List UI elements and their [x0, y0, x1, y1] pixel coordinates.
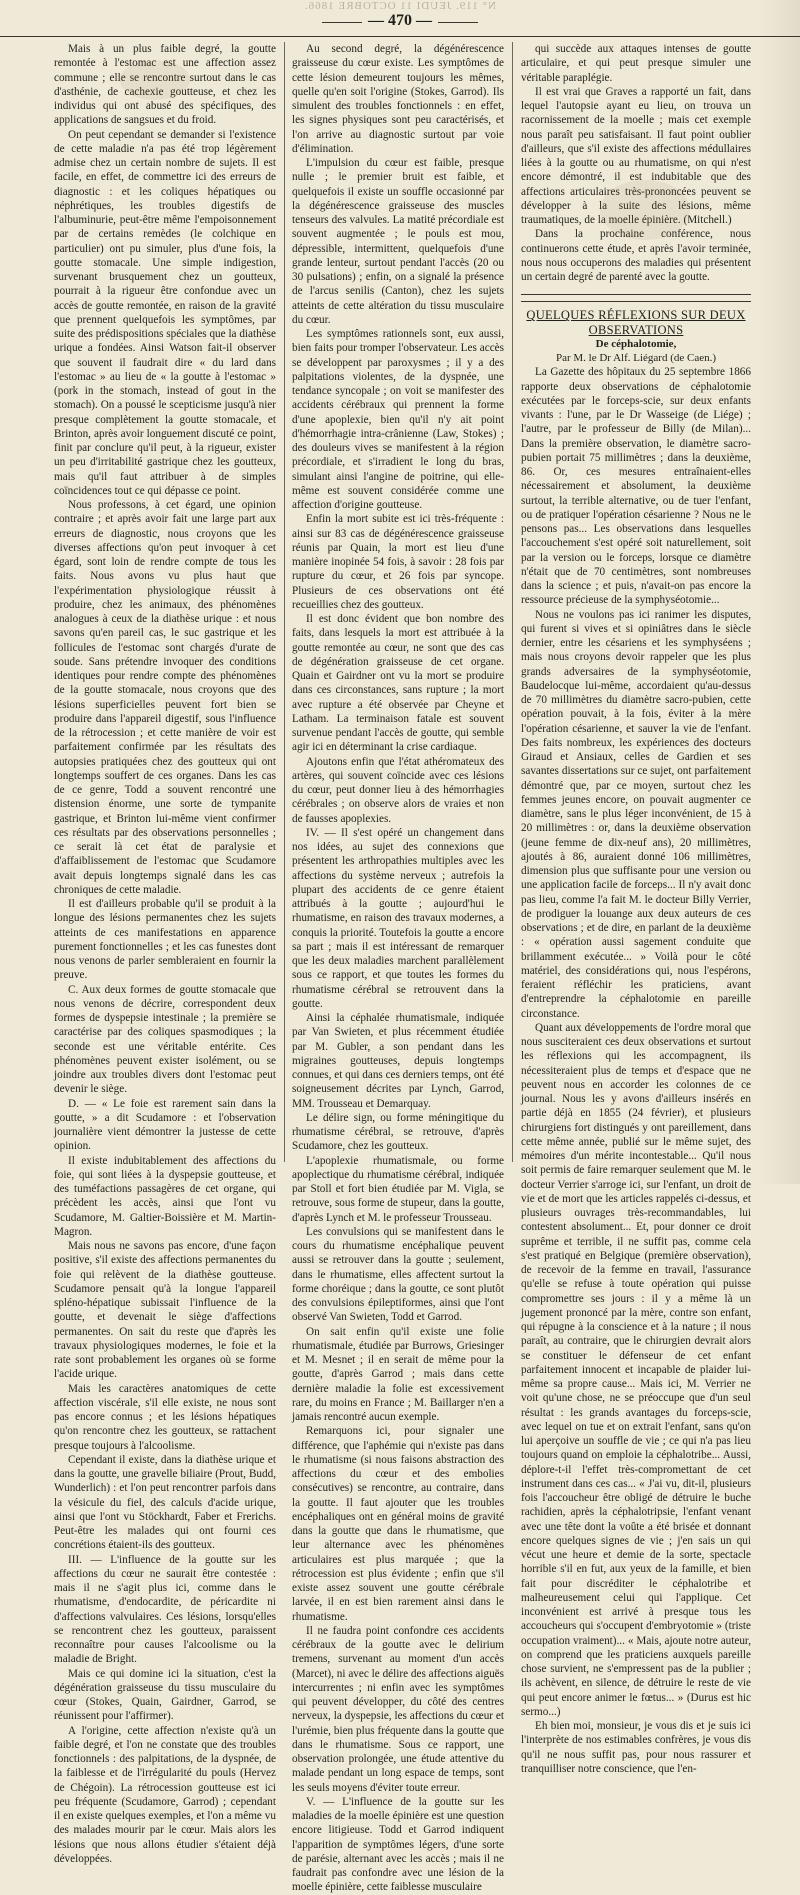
paper-stain — [120, 60, 190, 100]
paragraph: Remarquons ici, pour signaler une différence, que l'aphémie qui n'existe pas dans le rhumatisme (si nous faisons abstraction des affections du cœur et des embolies consécutives) se rencontre, au contraire, dans la goutte. Il faut ajouter que les troubles encéphaliques ont en général moins de gravité dans la goutte que dans le rhumatisme, que leur alternance avec les phénomènes articulaires est plus marquée ; que la rétrocession est plus évidente ; enfin que s'il existe assez souvent une goutte cérébrale larvée, il en est bien rarement ainsi dans le rhumatisme. — [292, 1425, 504, 1623]
paragraph: Ainsi la céphalée rhumatismale, indiquée par Van Swieten, et plus récemment étudiée par M. Gubler, a son pendant dans les migraines goutteuses, depuis longtemps connues, et qui dans ces derniers temps, ont été soigneusement décrites par Lynch, Garrod, MM. Trousseau et Demarquay. — [292, 1012, 504, 1110]
paragraph: Les convulsions qui se manifestent dans le cours du rhumatisme encéphalique peuvent aussi se retrouver dans la goutte ; seulement, dans le rhumatisme, elles affectent surtout la forme choréique ; dans la goutte, ce sont plutôt des convulsions épileptiformes, ainsi que l'ont observé Van Swieten, Todd et Garrod. — [292, 1225, 504, 1324]
paragraph: L'impulsion du cœur est faible, presque nulle ; le premier bruit est faible, et quelquefois il existe un souffle occasionné par la dégénérescence graisseuse des muscles tenseurs des valvules. La matité précordiale est souvent augmentée ; le pouls est mou, dépressible, intermittent, quelquefois d'une grande lenteur, surtout pendant l'accès (20 ou 30 pulsations) ; enfin, on a signalé la présence de l'arcus senilis (Canton), chez les sujets atteints de cette altération du tissu musculaire du cœur. — [292, 157, 504, 326]
column-divider — [284, 42, 285, 1162]
paragraph: Mais ce qui domine ici la situation, c'est la dégénération graisseuse du tissu musculaire du cœur (Stokes, Quain, Gairdner, Garrod, se réunissent pour l'affirmer). — [54, 1667, 276, 1723]
page-header — [0, 10, 800, 37]
paragraph: V. — L'influence de la goutte sur les maladies de la moelle épinière est une question encore litigieuse. Todd et Garrod indiquent l'apparition de symptômes légers, d'une sorte de parésie, alternant avec les accès ; mais il ne faudrait pas confondre avec une lésion de la moelle épinière, cette faiblesse musculaire — [292, 1795, 504, 1894]
paragraph: L'apoplexie rhumatismale, ou forme apoplectique du rhumatisme cérébral, indiquée par Stoll et fort bien étudiée par M. Vigla, se retrouve, sous forme de stupeur, dans la goutte, d'après Lynch et M. le professeur Trousseau. — [292, 1154, 504, 1224]
paragraph: Enfin la mort subite est ici très-fréquente : ainsi sur 83 cas de dégénérescence graisseuse réunis par Quain, la mort est lieu d'une manière inopinée 54 fois, à savoir : 28 fois par rupture du cœur, et 26 fois par syncope. Plusieurs de ces observations ont été recueillies chez des goutteux. — [292, 513, 504, 611]
page-number: — 470 — — [300, 12, 500, 30]
paragraph: III. — L'influence de la goutte sur les affections du cœur ne saurait être contestée : mais il ne s'agit plus ici, comme dans le rhumatisme, d'endocardite, de péricardite ni d'affections valvulaires. Ces lésions, lorsqu'elles se rencontrent chez les goutteux, paraissent reconnaître pour causes l'alcoolisme ou la maladie de Bright. — [54, 1553, 276, 1666]
paragraph: A l'origine, cette affection n'existe qu'à un faible degré, et l'on ne constate que des troubles fonctionnels : des palpitations, de la dyspnée, de la faiblesse et de l'irrégularité du pouls (Hervez de Chégoin). La rétrocession goutteuse est ici peu fréquente (Scudamore, Garrod) ; cependant il en existe quelques exemples, et l'on a même vu des malades mourir par le cœur. Mais alors les lésions que nous allons étudier s'étaient déjà développées. — [54, 1724, 276, 1865]
paragraph: Mais nous ne savons pas encore, d'une façon positive, s'il existe des affections permanentes du foie qui relèvent de la diathèse goutteuse. Scudamore pensait qu'à la longue l'appareil spléno-hépatique subissait l'influence de la goutte, et devenait le siège d'affections permanentes. On sait du reste que d'après les travaux physiologiques modernes, le foie et la rate sont probablement les organes où se forme l'acide urique. — [54, 1240, 276, 1381]
page-edge-shadow — [760, 0, 800, 1184]
paragraph: Le délire sign, ou forme méningitique du rhumatisme cérébral, se retrouve, d'après Scudamore, chez les goutteux. — [292, 1111, 504, 1153]
paragraph: D. — « Le foie est rarement sain dans la goutte, » a dit Scudamore : et l'observation journalière vient démontrer la justesse de cette opinion. — [54, 1097, 276, 1153]
paragraph: Il ne faudra point confondre ces accidents cérébraux de la goutte avec le delirium tremens, survenant au moment d'un accès (Marcet), ni avec le délire des affections aiguës intercurrentes ; ni enfin avec les symptômes qui peuvent développer, du côté des centres nerveux, la dyspepsie, les affections du cœur et l'urémie, bien plus fréquente dans la goutte que dans le rhumatisme. Sous ce rapport, une observation prolongée, une étude attentive du malade pendant un long espace de temps, sont les seuls moyens d'éviter toute erreur. — [292, 1624, 504, 1794]
paragraph: On sait enfin qu'il existe une folie rhumatismale, étudiée par Burrows, Griesinger et M. Mesnet ; il en serait de même pour la goutte, d'après Garrod ; mais dans cette dernière maladie la folie est excessivement rare, du moins en France ; M. Baillarger n'en a jamais rencontré aucun exemple. — [292, 1325, 504, 1423]
paragraph: Les symptômes rationnels sont, eux aussi, bien faits pour tromper l'observateur. Les accès se développent par paroxysmes ; il y a des palpitations violentes, de la dyspnée, une tendance syncopale ; on voit se manifester des accidents cérébraux qui prennent la forme d'une apoplexie, bien qu'il n'y ait point d'hémorrhagie intra-crânienne (Law, Stokes) ; des douleurs vives se manifestent à la région précordiale, et s'irradient le long du bras, simulant ainsi l'angine de poitrine, qui elle-même est souvent considérée comme une affection d'origine goutteuse. — [292, 328, 504, 511]
paragraph: Quant aux développements de l'ordre moral que nous susciteraient ces deux observations et surtout les réflexions qui les accompagnent, ils nécessiteraient plus de temps et d'espace que ne peuvent nous en accorder les colonnes de ce journal. Nous les y avons d'ailleurs insérés en partie déjà en 1855 (24 février), et plusieurs chirurgiens fort distingués y ont pareillement, dans cette même année, publié sur le même sujet, des mémoires d'un mérite incontestable... Qu'il nous soit permis de faire remarquer seulement que M. le docteur Verrier s'arroge ici, sur l'enfant, un droit de vie et de mort que les articles rappelés ci-dessus, et plusieurs ouvrages très-recommandables, lui contestent absolument... Et, pour donner ce droit suprême et terrible, il ne suffit pas, comme cela s'est pratiqué en Belgique (première observation), de recevoir de la femme en travail, l'assurance qu'elle se refuse à toute opération qui puisse compromettre ses jours : il y a même là un jugement prononcé par la mère, contre son enfant, qui répugne à la conscience et à la nature ; il nous paraît, au contraire, que le chirurgien devrait alors se constituer le défenseur de cet enfant parfaitement innocent et incapable de plaider lui-même sa propre cause... Mais ici, M. Verrier ne voit qu'une chose, ne se préoccupe que d'un seul résultat : les grands avantages du forceps-scie, avec lequel on tue et on extrait l'enfant, sans qu'on lui aperçoive un souffle de vie ; ce qui n'a pas lieu toujours quand on emploie la céphalotribe... Aussi, déplore-t-il l'effet très-compromettant de cet instrument dans ces cas... « J'ai vu, dit-il, plusieurs fois l'accoucheur être obligé de détruire le buche rachidien, après la céphalotripsie, l'enfant venant avec une tête dont la voûte a été brisée et donnant encore quelques signes de vie ; j'en sais un qui vécut une heure et demie de la sorte, spectacle horrible s'il en fut, aux yeux de la famille, et bien fait pour discréditer le céphalotribe et malheureusement celui qui l'applique. Cet inconvénient est arrivé à presque tous les accoucheurs qui s'occupent d'embryotomie » (triste occupation vraiment)... « Mais, ajoute notre auteur, on comprend que les praticiens auxquels pareille chose survient, ne s'empressent pas de la publier ; ils achèvent, en silence, de détruire le reste de vie qui peut encore animer le fœtus... » (Durus est hic sermo...) — [521, 1021, 751, 1718]
article-title: QUELQUES RÉFLEXIONS SUR DEUX OBSERVATIONS — [526, 308, 746, 337]
paragraph: Il existe indubitablement des affections du foie, qui sont liées à la dyspepsie goutteuse, et des tuméfactions passagères de cet organe, qui précèdent les accès, ainsi que l'ont vu Scudamore, M. Galtier-Boissière et M. Martin-Magron. — [54, 1154, 276, 1238]
paragraph: Il est vrai que Graves a rapporté un fait, dans lequel l'autopsie ayant eu lieu, on trouva un racornissement de la moelle ; mais cet exemple nous paraît peu satisfaisant. Il faut point oublier d'ailleurs, que s'il existe des affections médullaires liées à la goutte ou au rhumatisme, on qui n'est encore démontré, il est indubitable que des affections articulaires très-prononcées peuvent se développer à la suite des lésions, même traumatiques, de la moelle épinière. (Mitchell.) — [521, 85, 751, 226]
paragraph: qui succède aux attaques intenses de goutte articulaire, et qui peut presque simuler une véritable paraplégie. — [521, 43, 751, 84]
paragraph: Il est d'ailleurs probable qu'il se produit à la longue des lésions permanentes chez les sujets atteints de ces manifestations en apparence purement fonctionnelles ; et les cas funestes dont nous venons de parler sembleraient en fournir la preuve. — [54, 898, 276, 982]
paragraph: Mais à un plus faible degré, la goutte remontée à l'estomac est une affection assez commune ; elle se rencontre surtout dans le cas d'asthénie, de cachexie goutteuse, et chez les individus qui ont abusé des spécifiques, des applications de sangsues et du froid. — [54, 43, 276, 127]
bleed-through-text: N° 119. JEUDI 11 OCTOBRE 1866. — [304, 0, 496, 12]
article-subtitle: De céphalotomie, — [595, 337, 677, 350]
column-divider — [512, 42, 513, 1162]
paragraph: On peut cependant se demander si l'existence de cette maladie n'a pas été trop légèrement admise chez un certain nombre de sujets. Il est facile, en effet, de commettre ici des erreurs de diagnostic : et les coliques hépatiques ou néphrétiques, les troubles digestifs de l'albuminurie, peut-être même l'empoisonnement par de certains remèdes (le colchique en particulier) ont pu simuler, plus d'une fois, la goutte stomacale. Une simple indigestion, survenant brusquement chez un goutteux, pourrait à la rigueur être confondue avec un accès de goutte remontée, en raison de la gravité que prennent quelquefois les symptômes, par suite des prédispositions spéciales que la diathèse urique a fondées. Ainsi Watson fait-il observer que souvent il faudrait dire « du lard dans l'estomac » au lieu de « la goutte à l'estomac » (pork in the stomach, instead of gout in the stomach). On a poussé le scepticisme jusqu'à nier presque complètement la goutte stomacale, et Brinton, après avoir longuement discuté ce point, finit par conclure qu'il peut, à la rigueur, exister un peu d'irritabilité gastrique chez les goutteux, mais qu'il faut attribuer à de simples coïncidences tout ce qui dépasse ce point. — [54, 128, 276, 497]
paragraph: Nous ne voulons pas ici ranimer les disputes, qui furent si vives et si opiniâtres dans le siècle dernier, entre les césariens et les symphyséens ; mais nous croyons devoir rappeler que les plus grands adversaires de la symphyséotomie, Baudelocque lui-même, accordaient qu'au-dessus de 70 millimètres du diamètre sacro-pubien, cette opération pouvait, à la fois, éviter à la mère l'opération césarienne, et sauver la vie de l'enfant. Des faits nombreux, les expériences des docteurs Giraud et Ansiaux, celles de Gardien et ses savantes dissertations sur ce sujet, ont parfaitement démontré que, par ce moyen, surtout chez les femmes jeunes encore, on pouvait augmenter ce diamètre, sans le plus léger inconvénient, de 15 à 20 millimètres : or, dans la deuxième observation (jeune femme de dix-neuf ans), 20 millimètres, ajoutés à 86, auraient donné 106 millimètres, dimension plus que suffisante pour une version ou une application facile de forceps... Il n'y avait donc pas lieu, comme l'a fait M. le docteur Billy Verrier, de prodiguer la louange aux deux auteurs de ces observations ; et de dire, en parlant de la deuxième : « opération aussi sagement conduite que brillamment exécutée... » Voilà pour le côté matériel, des considérations qui, nous l'espérons, feraient réfléchir les praticiens, avant d'entreprendre la céphalotomie en pareille circonstance. — [521, 608, 751, 1020]
paragraph: Au second degré, la dégénérescence graisseuse du cœur existe. Les symptômes de cette lésion demeurent toujours les mêmes, quelle qu'en soit l'origine (Stokes, Garrod). Ils simulent des troubles fonctionnels : en effet, les signes physiques sont peu caractérisés, et l'on arrive au diagnostic surtout par voie d'élimination. — [292, 43, 504, 155]
paragraph: Eh bien moi, monsieur, je vous dis et je suis ici l'interprète de nos estimables confrères, je vous dis qu'il ne nous suffit pas, pour nous rassurer et tranquilliser notre conscience, que l'en- — [521, 1720, 751, 1775]
paragraph: IV. — Il s'est opéré un changement dans nos idées, au sujet des connexions que présentent les arthropathies multiples avec les affections du système nerveux ; autrefois la plupart des accidents de ce genre étaient attribués à la goutte ; aujourd'hui le rhumatisme, en raison des travaux modernes, a conquis la priorité. Toutefois la goutte a encore sa part ; mais il est intéressant de remarquer que les deux maladies marchent parallèlement sous ce rapport, et que toutes les formes du rhumatisme cérébral se retrouvent dans la goutte. — [292, 826, 504, 1010]
article-byline: Par M. le Dr Alf. Liégard (de Caen.) — [555, 352, 717, 364]
paper-stain — [600, 180, 690, 240]
paragraph: Mais les caractères anatomiques de cette affection viscérale, s'il elle existe, ne nous sont pas encore connus ; et les lésions hépatiques qu'on rencontre chez les goutteux, se rattachent presque toujours à l'alcoolisme. — [54, 1382, 276, 1452]
paragraph: Dans la prochaine conférence, nous continuerons cette étude, et après l'avoir terminée, nous nous occuperons des maladies qui présentent un certain degré de parenté avec la goutte. — [521, 228, 751, 283]
section-separator — [521, 294, 751, 302]
paragraph: Nous professons, à cet égard, une opinion contraire ; et après avoir fait une large part aux erreurs de diagnostic, nous croyons que les diverses affections qu'on peut invoquer à cet égard, sont loin de rendre compte de tous les faits. Nous avons vu plus haut que l'expérimentation physiologique réussit à produire, chez les animaux, des phénomènes analogues à ceux de la diathèse urique : et nous savons qu'en pareil cas, le suc gastrique et les follicules de l'estomac sont chargés d'urate de soude. Sans prétendre invoquer des conditions identiques pour rendre compte des phénomènes de la goutte stomacale, nous croyons que des lésions superficielles peuvent fort bien se produire dans l'appareil digestif, sous l'influence de la rétrocession ; et cette manière de voir est parfaitement confirmée par les résultats des autopsies pratiquées chez des goutteux qui ont longtemps souffert de ces organes. Dans les cas de ce genre, Todd a souvent rencontré une distension énorme, une sorte de tympanite gastrique, et Brinton lui-même vient confirmer ces résultats par des observations personnelles ; ce serait là cet état de paralysie et d'affaiblissement de l'estomac que Scudamore avait depuis longtemps signalé dans les cas chroniques de cette maladie. — [54, 499, 276, 896]
paragraph: Ajoutons enfin que l'état athéromateux des artères, qui souvent coïncide avec ces lésions du cœur, peut donner lieu à des hémorrhagies cérébrales ; on observe alors de vraies et non de fausses apoplexies. — [292, 755, 504, 825]
paragraph: Cependant il existe, dans la diathèse urique et dans la goutte, une gravelle biliaire (Prout, Budd, Wunderlich) : et l'on peut rencontrer parfois dans la vésicule du fiel, des calculs d'acide urique, ainsi que l'ont vu Stöckhardt, Faber et Frerichs. Peut-être les malades qui ont fourni ces concrétions étaient-ils des goutteux. — [54, 1453, 276, 1552]
paragraph: C. Aux deux formes de goutte stomacale que nous venons de décrire, correspondent deux formes de dyspepsie intestinale ; la première se caractérise par des coliques spasmodiques ; la seconde est une véritable entérite. Ces phénomènes peuvent exister isolément, ou se joindre aux troubles divers dont l'estomac peut devenir le siège. — [54, 983, 276, 1096]
paragraph: La Gazette des hôpitaux du 25 septembre 1866 rapporte deux observations de céphalotomie exécutées par le forceps-scie, sur deux enfants vivants : l'une, par le Dr Wasseige (de Liége) ; l'autre, par le professeur de Billy (de Milan)... Dans la première observation, le diamètre sacro-pubien portait 75 millimètres ; dans la deuxième, 86. Or, ces mesures entraînaient-elles nécessairement et absolument, la deuxième surtout, la terrible alternative, ou de tuer l'enfant, ou de pratiquer l'opération césarienne ? Nous ne le pensons pas... Les observations dans lesquelles l'accouchement s'est opéré soit naturellement, soit par la version ou le forceps, lorsque ce diamètre n'était que de 70 centimètres, sont nombreuses dans la science ; et puis, n'avait-on pas encore la ressource précieuse de la symphyséotomie... — [521, 366, 751, 607]
column-left — [54, 42, 276, 1865]
column-middle — [292, 42, 504, 1894]
paragraph: Il est donc évident que bon nombre des faits, dans lesquels la mort est attribuée à la goutte remontée au cœur, ne sont que des cas de dégénération graisseuse de cet organe. Quain et Gairdner ont vu la mort se produire dans ces circonstances, sans rupture ; la mort avec rupture a été observée par Cheyne et Latham. La terminaison fatale est souvent survenue pendant l'accès de goutte, qui semble agir ici en déterminant la crise cardiaque. — [292, 613, 504, 754]
